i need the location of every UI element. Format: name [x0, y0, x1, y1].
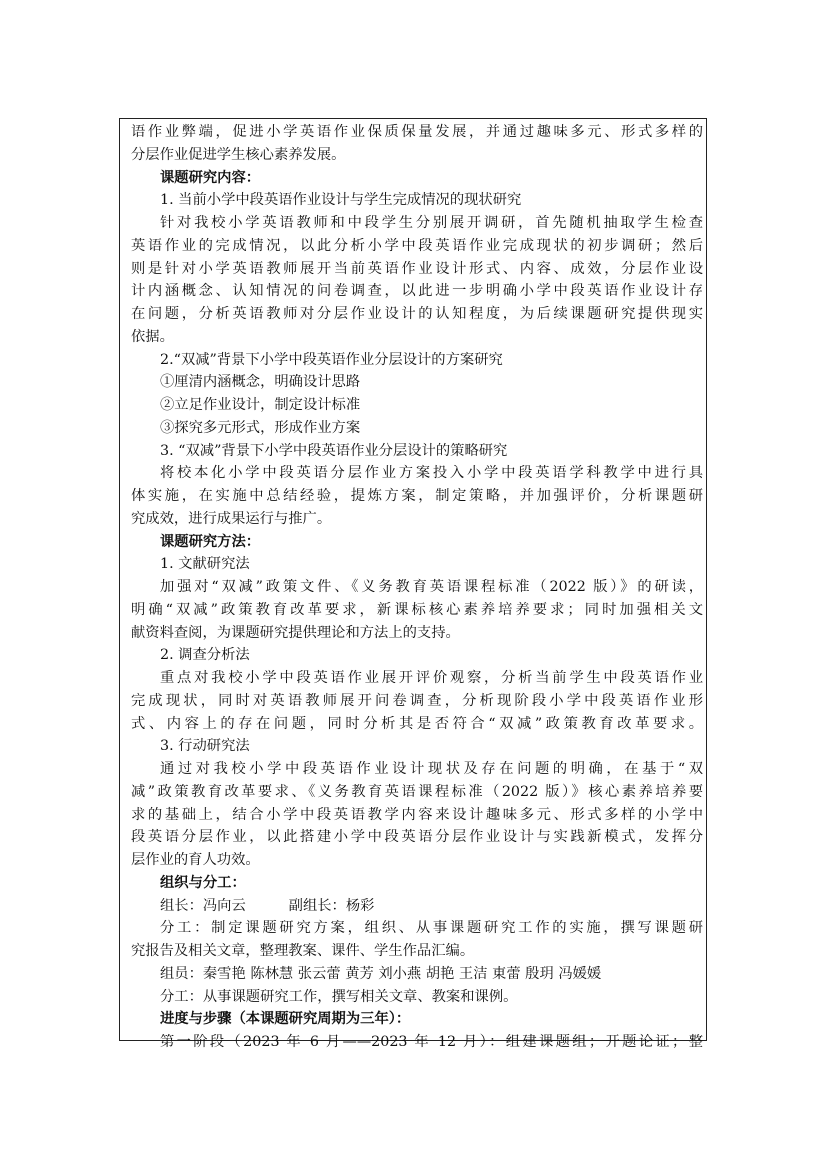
text-line: ③探究多元形式，形成作业方案 [160, 419, 361, 436]
text-line: 加强对“双减”政策文件、《义务教育英语课程标准（2022 版）》的研读， [160, 579, 703, 595]
section-heading: 课题研究内容： [160, 169, 261, 186]
text-line: 通过对我校小学中段英语作业设计现状及存在问题的明确，在基于“双 [160, 761, 703, 777]
text-line: ②立足作业设计，制定设计标准 [160, 397, 361, 413]
section-heading: 进度与步骤（本课题研究周期为三年）： [160, 1011, 411, 1028]
text-line: 2.“双减”背景下小学中段英语作业分层设计的方案研究 [160, 351, 503, 368]
text-line: 将校本化小学中段英语分层作业方案投入小学中段英语学科教学中进行具 [160, 465, 703, 482]
text-line: 献资料查阅，为课题研究提供理论和方法上的支持。 [131, 624, 460, 641]
text-line: 分层作业促进学生核心素养发展。 [131, 146, 346, 163]
text-line: 完成现状，同时对英语教师展开问卷调查，分析现阶段小学中段英语作业形 [131, 692, 703, 709]
section-heading: 课题研究方法： [160, 533, 261, 550]
text-line: 2. 调查分析法 [160, 647, 250, 664]
text-line: 依据。 [131, 328, 174, 345]
text-line: 究成效，进行成果运行与推广。 [131, 510, 332, 527]
section-heading: 组织与分工： [160, 874, 246, 891]
text-line: 3. “双减”背景下小学中段英语作业分层设计的策略研究 [160, 442, 508, 459]
text-line: 求的基础上，结合小学中段英语教学内容来设计趣味多元、形式多样的小学中 [131, 806, 703, 823]
text-line: 1. 当前小学中段英语作业设计与学生完成情况的现状研究 [160, 192, 522, 209]
text-line: 英语作业的完成情况，以此分析小学中段英语作业完成现状的初步调研；然后 [131, 237, 703, 254]
text-line: 分工：从事课题研究工作，撰写相关文章、教案和课例。 [160, 988, 518, 1005]
text-line: 分工：制定课题研究方案，组织、从事课题研究工作的实施，撰写课题研 [160, 920, 703, 937]
text-line: 组员：秦雪艳 陈林慧 张云蕾 黄芳 刘小燕 胡艳 王洁 東蕾 殷玥 冯媛媛 [160, 965, 602, 982]
text-line: 针对我校小学英语教师和中段学生分别展开调研，首先随机抽取学生检查 [160, 215, 703, 231]
text-line: 3. 行动研究法 [160, 738, 250, 755]
text-line: 明确“双减”政策教育改革要求，新课标核心素养培养要求；同时加强相关文 [131, 601, 703, 618]
text-line: 语作业弊端，促进小学英语作业保质保量发展，并通过趣味多元、形式多样的 [131, 124, 703, 140]
text-line: 计内涵概念、认知情况的问卷调查，以此进一步明确小学中段英语作业设计存 [131, 283, 703, 300]
text-line: 在问题，分析英语教师对分层作业设计的认知程度，为后续课题研究提供现实 [131, 306, 703, 322]
text-line: 1. 文献研究法 [160, 556, 250, 573]
text-line: 体实施，在实施中总结经验，提炼方案，制定策略，并加强评价，分析课题研 [131, 488, 703, 504]
text-line: 第一阶段（2023 年 6 月——2023 年 12 月）：组建课题组；开题论证；整 [160, 1034, 703, 1050]
text-line: ①厘清内涵概念，明确设计思路 [160, 374, 361, 391]
text-line: 层作业的育人功效。 [131, 852, 260, 868]
text-line: 究报告及相关文章，整理教案、课件、学生作品汇编。 [131, 943, 475, 959]
text-line: 重点对我校小学中段英语作业展开评价观察，分析当前学生中段英语作业 [160, 670, 703, 686]
text-line: 减”政策教育改革要求、《义务教育英语课程标准（2022 版）》核心素养培养要 [131, 783, 703, 800]
text-line: 式、内容上的存在问题，同时分析其是否符合“双减”政策教育改革要求。 [131, 715, 703, 732]
text-line: 组长：冯向云 副组长：杨彩 [160, 897, 375, 914]
text-line: 则是针对小学英语教师展开当前英语作业设计形式、内容、成效，分层作业设 [131, 260, 703, 277]
text-line: 段英语分层作业，以此搭建小学中段英语分层作业设计与实践新模式，发挥分 [131, 829, 703, 846]
